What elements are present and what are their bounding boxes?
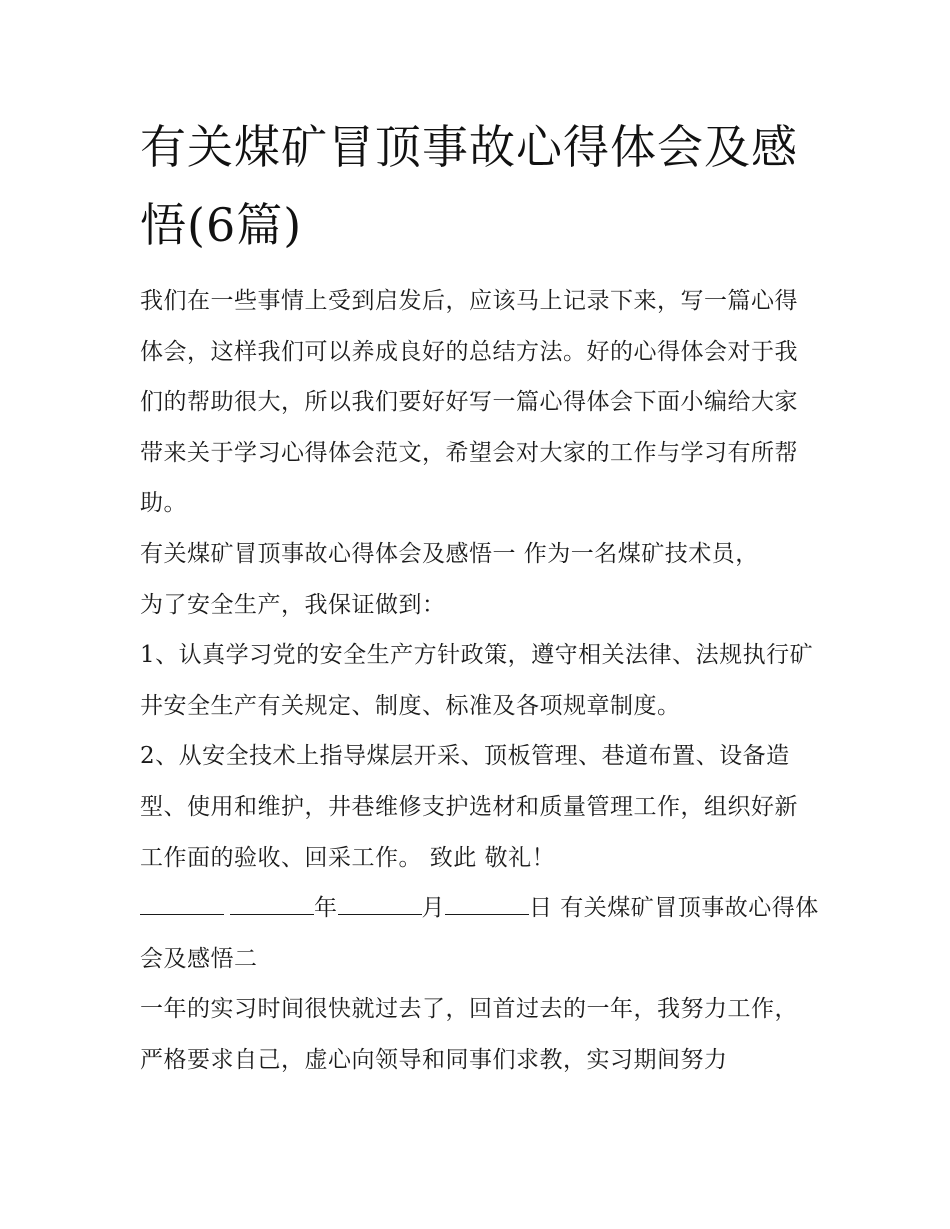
- document-title: 有关煤矿冒顶事故心得体会及感悟(6篇): [140, 120, 798, 252]
- signature-blank: [140, 894, 224, 915]
- day-label: 日: [529, 895, 553, 922]
- list-item-1: 1、认真学习党的安全生产方针政策，遵守相关法律、法规执行矿井安全生产有关规定、制度、标准及各项规章制度。: [140, 642, 814, 719]
- month-blank: [338, 894, 422, 915]
- date-line: [140, 883, 820, 984]
- document-body: [140, 276, 820, 1086]
- year-label: 年: [314, 895, 338, 922]
- section-1-line-2: 为了安全生产，我保证做到：: [140, 591, 446, 618]
- year-blank: [230, 894, 314, 915]
- intro-paragraph: 我们在一些事情上受到启发后，应该马上记录下来，写一篇心得体会，这样我们可以养成良好的总结方法。好的心得体会对于我们的帮助很大，所以我们要好好写一篇心得体会下面小编给大家带来关于学习心得体会范文，希望会对大家的工作与学习有所帮助。: [140, 288, 798, 517]
- day-blank: [445, 894, 529, 915]
- section-2-heading: 有关煤矿冒顶事故心得体会及感悟二: [140, 895, 819, 972]
- section-2-paragraph: 一年的实习时间很快就过去了，回首过去的一年，我努力工作，严格要求自己，虚心向领导和同事们求教，实习期间努力: [140, 996, 798, 1073]
- section-1-heading-line: 有关煤矿冒顶事故心得体会及感悟一 作为一名煤矿技术员，: [140, 540, 759, 567]
- list-item-2: 2、从安全技术上指导煤层开采、顶板管理、巷道布置、设备造型、使用和维护，井巷维修支护选材和质量管理工作，组织好新工作面的验收、回采工作。 致此 敬礼！: [140, 743, 798, 871]
- month-label: 月: [421, 895, 445, 922]
